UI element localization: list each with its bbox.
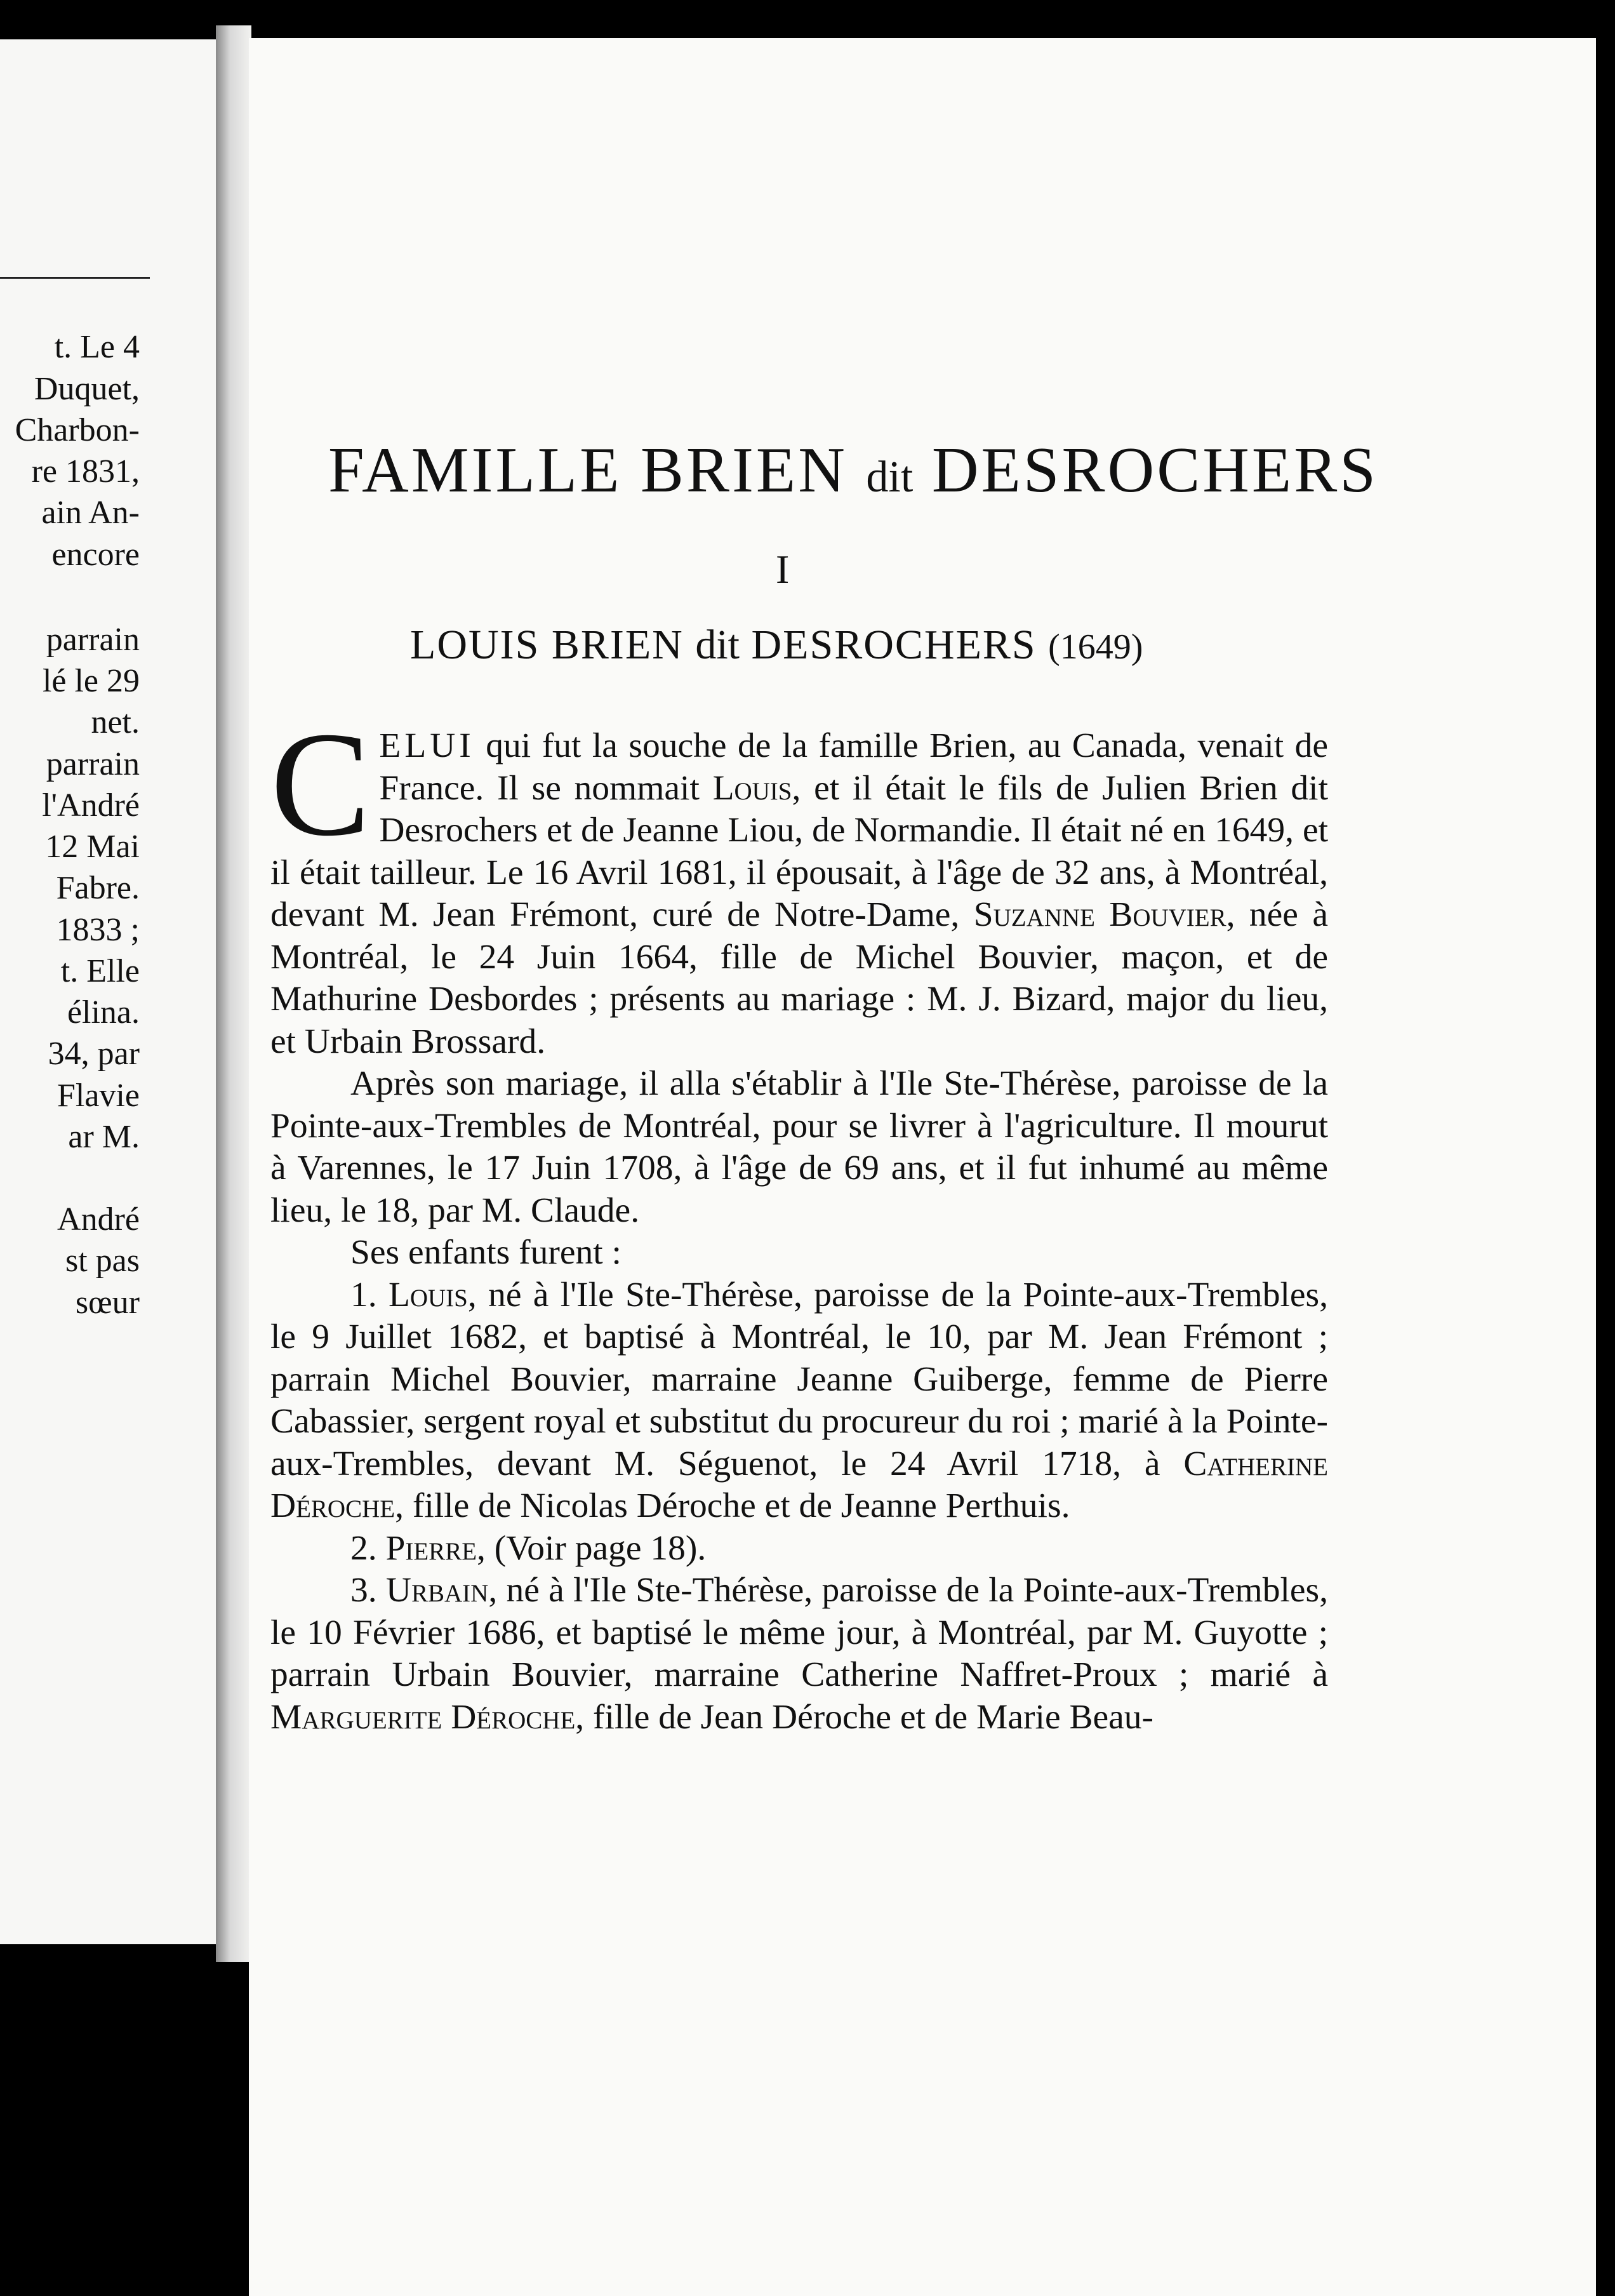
- paragraph-life: Après son mariage, il alla s'établir à l'Ile Ste-Thérèse, paroisse de la Pointe-aux-Trembles de Montréal, pour se livrer à l'agriculture. Il mourut à Varennes, le 17 Juin 1708, à l'âge de 69 ans, et il fut inhumé au même lieu, le 18, par M. Claude.: [270, 1064, 1328, 1230]
- left-line: sœur: [75, 1285, 140, 1321]
- left-line: l'André: [42, 787, 140, 824]
- section-title: LOUIS BRIEN dit DESROCHERS (1649): [410, 622, 1143, 668]
- child-entry-2: 2. Pierre, (Voir page 18).: [350, 1528, 707, 1568]
- left-line: t. Elle: [60, 953, 140, 989]
- left-line: André: [57, 1201, 140, 1238]
- child-entry-3: 3. Urbain, né à l'Ile Ste-Thérèse, paroisse de la Pointe-aux-Trembles, le 10 Février 1686, et baptisé le même jour, à Montréal, par M. Guyotte ; parrain Urbain Bouvier, marraine Catherine Naffret-Proux ; marié à Marguerite Déroche, fille de Jean Déroche et de Marie Beau-: [270, 1571, 1329, 1737]
- left-line: Duquet,: [34, 371, 140, 407]
- left-line: parrain: [46, 746, 140, 782]
- left-line: parrain: [46, 622, 140, 658]
- drop-cap: C: [270, 702, 371, 867]
- left-line: Charbon-: [15, 412, 140, 448]
- page-title: FAMILLE BRIEN dit DESROCHERS: [328, 434, 1378, 506]
- left-line: lé le 29: [42, 663, 140, 699]
- left-line: ain An-: [41, 495, 140, 531]
- left-line: t. Le 4: [54, 329, 140, 365]
- book-gutter: [216, 25, 251, 1962]
- left-line: ar M.: [68, 1119, 140, 1155]
- left-page-fragment: [0, 39, 216, 1944]
- left-line: Flavie: [57, 1078, 140, 1114]
- left-line: 1833 ;: [56, 912, 140, 948]
- paragraph-intro: CELUI qui fut la souche de la famille Brien, au Canada, venait de France. Il se nommait Louis, et il était le fils de Julien Brien dit Desrochers et de Jeanne Liou, de Normandie. Il était né en 1649, et il était tailleur. Le 16 Avril 1681, il épousait, à l'âge de 32 ans, à Montréal, devant M. Jean Frémont, curé de Notre-Dame, Suzanne Bouvier, née à Montréal, le 24 Juin 1664, fille de Michel Bouvier, maçon, et de Mathurine Desbordes ; présents au mariage : M. J. Bizard, major du lieu, et Urbain Brossard.: [270, 702, 1328, 1061]
- left-line: 12 Mai: [45, 829, 140, 865]
- left-line: 34, par: [48, 1036, 140, 1072]
- paragraph-children-intro: Ses enfants furent :: [350, 1233, 621, 1272]
- child-entry-1: 1. Louis, né à l'Ile Ste-Thérèse, paroisse de la Pointe-aux-Trembles, le 9 Juillet 1682, et baptisé à Montréal, le 10, par M. Jean Frémont ; parrain Michel Bouvier, marraine Jeanne Guiberge, femme de Pierre Cabassier, sergent royal et substitut du procureur du roi ; marié à la Pointe-aux-Trembles, devant M. Séguenot, le 24 Avril 1718, à Catherine Déroche, fille de Nicolas Déroche et de Jeanne Perthuis.: [270, 1275, 1328, 1525]
- left-line: st pas: [65, 1243, 140, 1279]
- left-line: Fabre.: [56, 870, 140, 906]
- right-page: [249, 38, 1596, 2296]
- left-line: encore: [51, 537, 140, 573]
- left-line: net.: [91, 704, 140, 740]
- chapter-number: I: [776, 547, 790, 592]
- left-line: élina.: [67, 994, 140, 1031]
- body-text: [270, 702, 1329, 1739]
- left-line: re 1831,: [31, 453, 140, 490]
- left-page-rule: [0, 277, 150, 279]
